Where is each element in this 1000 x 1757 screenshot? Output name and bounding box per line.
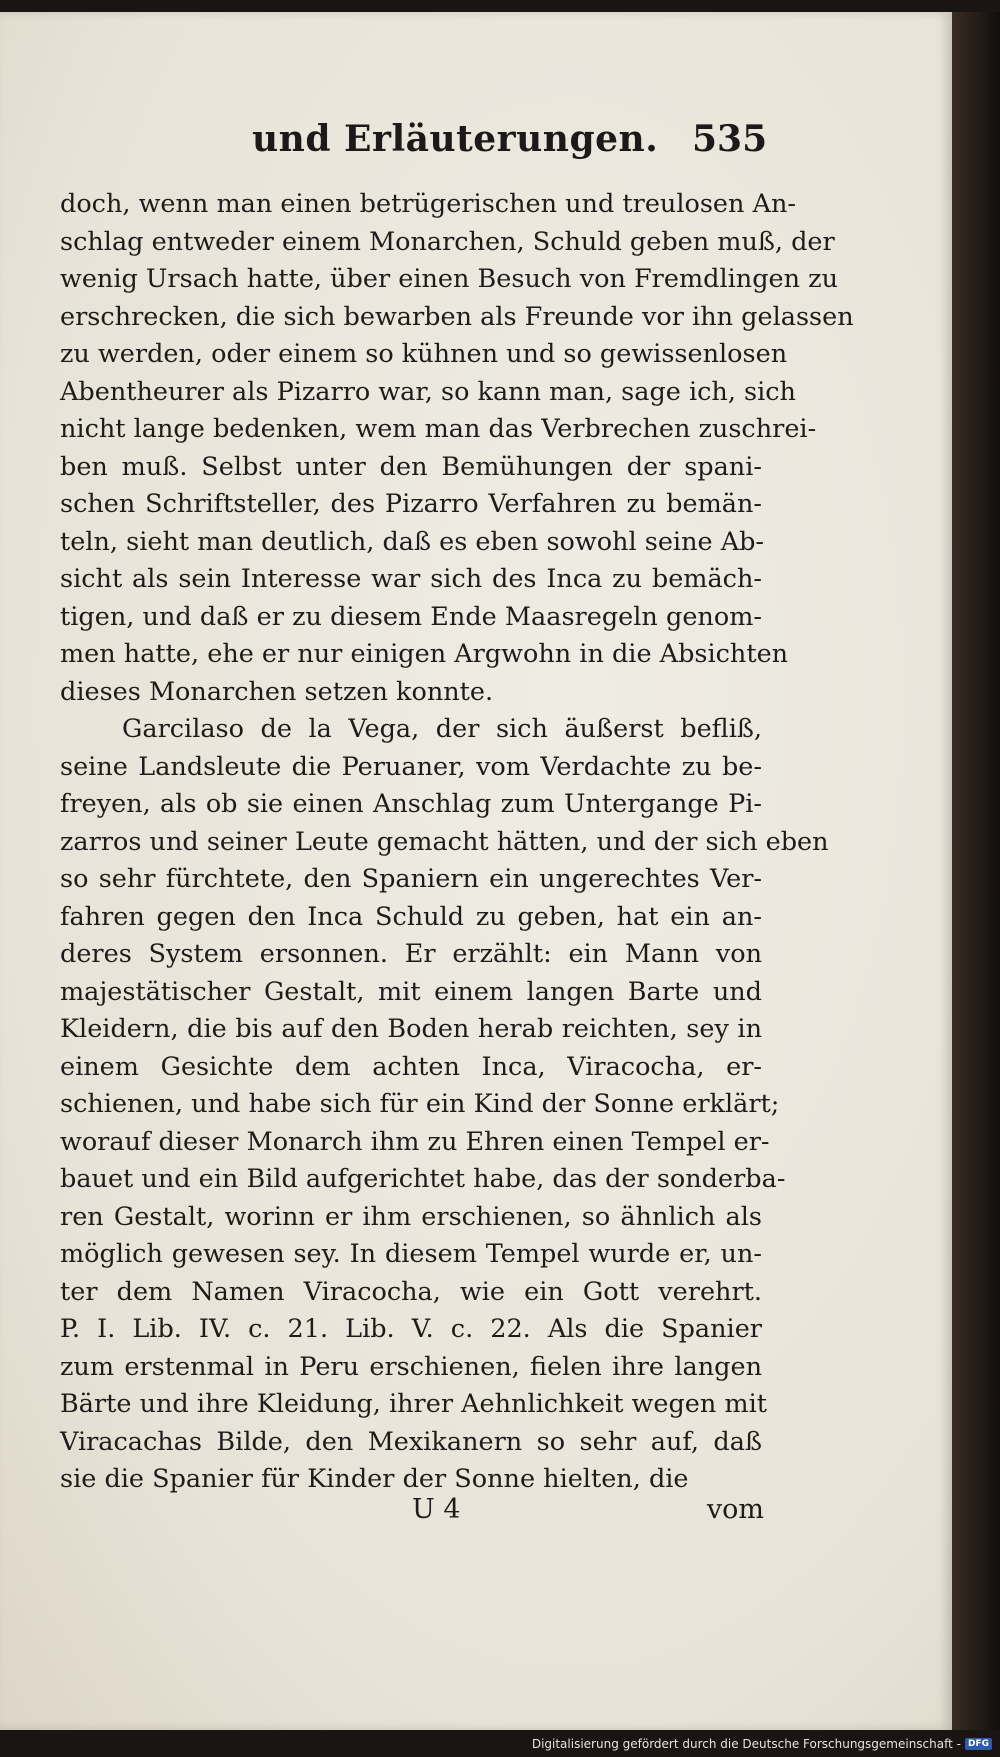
text-line: worauf dieser Monarch ihm zu Ehren einen Tempel er- — [60, 1126, 770, 1157]
credit-text: Digitalisierung gefördert durch die Deutsche Forschungsgemeinschaft - — [531, 1737, 961, 1751]
body-text — [60, 186, 854, 1499]
text-line: seine Landsleute die Peruaner, vom Verdachte zu be- — [60, 751, 762, 782]
text-line: freyen, als ob sie einen Anschlag zum Untergange Pi- — [60, 789, 762, 819]
text-line: sicht als sein Interesse war sich des Inca zu bemäch- — [60, 564, 762, 594]
text-line: zu werden, oder einem so kühnen und so gewissenlosen — [60, 339, 788, 369]
text-line: Garcilaso de la Vega, der sich äußerst befliß, — [122, 714, 762, 744]
text-line: deres System ersonnen. Er erzählt: ein Mann von — [60, 939, 762, 969]
page-number: 535 — [692, 118, 768, 160]
text-line: ter dem Namen Viracocha, wie ein Gott verehrt. — [60, 1276, 762, 1307]
text-line: Viracachas Bilde, den Mexikanern so sehr auf, daß — [60, 1426, 762, 1457]
text-line: so sehr fürchtete, den Spaniern ein ungerechtes Ver- — [60, 864, 762, 894]
text-line: schienen, und habe sich für ein Kind der Sonne erklärt; — [60, 1089, 780, 1119]
text-line: men hatte, ehe er nur einigen Argwohn in die Absichten — [60, 639, 789, 669]
text-line: Kleidern, die bis auf den Boden herab reichten, sey in — [60, 1014, 762, 1044]
text-line: einem Gesichte dem achten Inca, Viracocha, er- — [60, 1051, 762, 1082]
text-line: bauet und ein Bild aufgerichtet habe, das der sonderba- — [60, 1164, 786, 1194]
text-line: teln, sieht man deutlich, daß es eben sowohl seine Ab- — [60, 526, 765, 557]
text-line: dieses Monarchen setzen konnte. — [60, 676, 494, 707]
text-line: zum erstenmal in Peru erschienen, fielen ihre langen — [60, 1351, 762, 1382]
text-line: möglich gewesen sey. In diesem Tempel wurde er, un- — [60, 1239, 762, 1269]
text-line: wenig Ursach hatte, über einen Besuch von Fremdlingen zu — [60, 264, 838, 294]
page-footer — [60, 1494, 762, 1534]
text-line: ben muß. Selbst unter den Bemühungen der spani- — [60, 451, 762, 482]
running-head: und Erläuterungen. — [252, 118, 659, 160]
text-line: tigen, und daß er zu diesem Ende Maasregeln genom- — [60, 601, 762, 632]
digitization-credit — [532, 1735, 992, 1753]
text-line: ren Gestalt, worinn er ihm erschienen, so ähnlich als — [60, 1201, 762, 1232]
text-line: Bärte und ihre Kleidung, ihrer Aehnlichkeit wegen mit — [60, 1389, 767, 1419]
dfg-logo: DFG — [965, 1738, 992, 1750]
page-edge — [952, 12, 1000, 1730]
catchword: vom — [706, 1494, 764, 1525]
text-line: nicht lange bedenken, wem man das Verbrechen zuschrei- — [60, 414, 817, 444]
text-line: erschrecken, die sich bewarben als Freunde vor ihn gelassen — [60, 301, 854, 332]
signature-mark: U 4 — [412, 1494, 461, 1525]
text-line: schlag entweder einem Monarchen, Schuld geben muß, der — [60, 226, 835, 257]
text-line: zarros und seiner Leute gemacht hätten, und der sich eben — [60, 826, 829, 857]
text-line: sie die Spanier für Kinder der Sonne hielten, die — [60, 1464, 689, 1494]
text-line: fahren gegen den Inca Schuld zu geben, hat ein an- — [60, 901, 762, 932]
text-line: doch, wenn man einen betrügerischen und treulosen An- — [60, 189, 797, 219]
text-line: majestätischer Gestalt, mit einem langen Barte und — [60, 976, 762, 1007]
page-header — [60, 118, 768, 168]
text-line: P. I. Lib. IV. c. 21. Lib. V. c. 22. Als die Spanier — [60, 1314, 762, 1344]
text-line: Abentheurer als Pizarro war, so kann man, sage ich, sich — [60, 376, 796, 407]
text-line: schen Schriftsteller, des Pizarro Verfahren zu bemän- — [60, 489, 762, 519]
